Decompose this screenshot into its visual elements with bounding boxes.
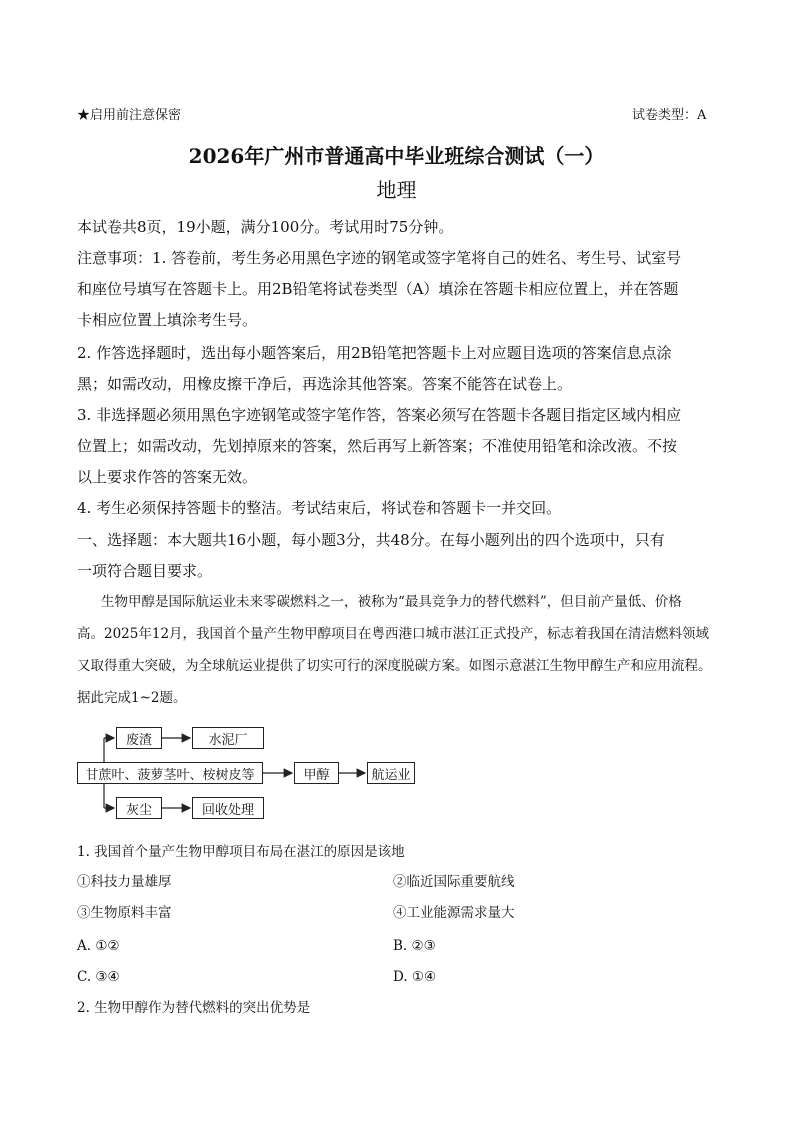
- notice-item-3: 3. 非选择题必须用黑色字迹钢笔或签字笔作答，答案必须写在答题卡各题目指定区域内相应: [77, 406, 682, 424]
- question-1-stem: 1. 我国首个量产生物甲醇项目布局在湛江的原因是该地: [77, 844, 405, 860]
- passage-line: 据此完成1~2题。: [77, 690, 187, 706]
- methanol-box: 甲醇: [294, 762, 339, 784]
- q1-option-d: D. ①④: [393, 969, 437, 985]
- notice-item-2: 2. 作答选择题时，选出每小题答案后，用2B铅笔把答题卡上对应题目选项的答案信息点涂: [77, 344, 672, 362]
- recycle-box: 回收处理: [192, 797, 264, 819]
- section-heading: 一、选择题：本大题共16小题，每小题3分，共48分。在每小题列出的四个选项中，只有: [77, 531, 665, 549]
- waste-box: 废渣: [116, 727, 162, 749]
- question-2-stem: 2. 生物甲醇作为替代燃料的突出优势是: [77, 1000, 311, 1016]
- q1-option-c: C. ③④: [77, 969, 120, 985]
- q1-statement-4: ④工业能源需求量大: [393, 905, 515, 921]
- notice-item-3: 位置上；如需改动，先划掉原来的答案，然后再写上新答案；不准使用铅笔和涂改液。不按: [77, 437, 678, 455]
- notice-item-2: 黑；如需改动，用橡皮擦干净后，再选涂其他答案。答案不能答在试卷上。: [77, 375, 573, 393]
- confidential-label: ★启用前注意保密: [77, 108, 182, 123]
- notice-line: 和座位号填写在答题卡上。用2B铅笔将试卷类型（A）填涂在答题卡相应位置上，并在答题: [77, 280, 679, 298]
- passage-line: 生物甲醇是国际航运业未来零碳燃料之一，被称为“最具竞争力的替代燃料”，但目前产量低、价格: [101, 594, 682, 610]
- subject-title: 地理: [376, 178, 417, 202]
- notice-line: 卡相应位置上填涂考生号。: [77, 311, 258, 329]
- dust-box: 灰尘: [116, 797, 162, 819]
- intro-line: 本试卷共8页，19小题，满分100分。考试用时75分钟。: [77, 218, 454, 236]
- cement-plant-box: 水泥厂: [192, 727, 264, 749]
- notice-item-3: 以上要求作答的答案无效。: [77, 468, 258, 486]
- q1-statement-3: ③生物原料丰富: [77, 905, 172, 921]
- q1-statement-2: ②临近国际重要航线: [393, 874, 515, 890]
- exam-title: 2026年广州市普通高中毕业班综合测试（一）: [188, 144, 605, 168]
- passage-line: 又取得重大突破，为全球航运业提供了切实可行的深度脱碳方案。如图示意湛江生物甲醇生产和应用流程。: [77, 658, 712, 674]
- notice-item-4: 4. 考生必须保持答题卡的整洁。考试结束后，将试卷和答题卡一并交回。: [77, 499, 562, 517]
- paper-type-label: 试卷类型：A: [632, 108, 707, 123]
- q1-option-a: A. ①②: [77, 938, 120, 954]
- notice-line: 注意事项：1. 答卷前，考生务必用黑色字迹的钢笔或签字笔将自己的姓名、考生号、试室号: [77, 249, 682, 267]
- q1-option-b: B. ②③: [393, 938, 436, 954]
- passage-line: 高。2025年12月，我国首个量产生物甲醇项目在粤西港口城市湛江正式投产，标志着我国在清洁燃料领域: [77, 626, 710, 642]
- raw-material-box: 甘蔗叶、菠萝茎叶、桉树皮等: [77, 762, 263, 784]
- shipping-box: 航运业: [367, 762, 415, 784]
- q1-statement-1: ①科技力量雄厚: [77, 874, 172, 890]
- section-heading: 一项符合题目要求。: [77, 562, 213, 580]
